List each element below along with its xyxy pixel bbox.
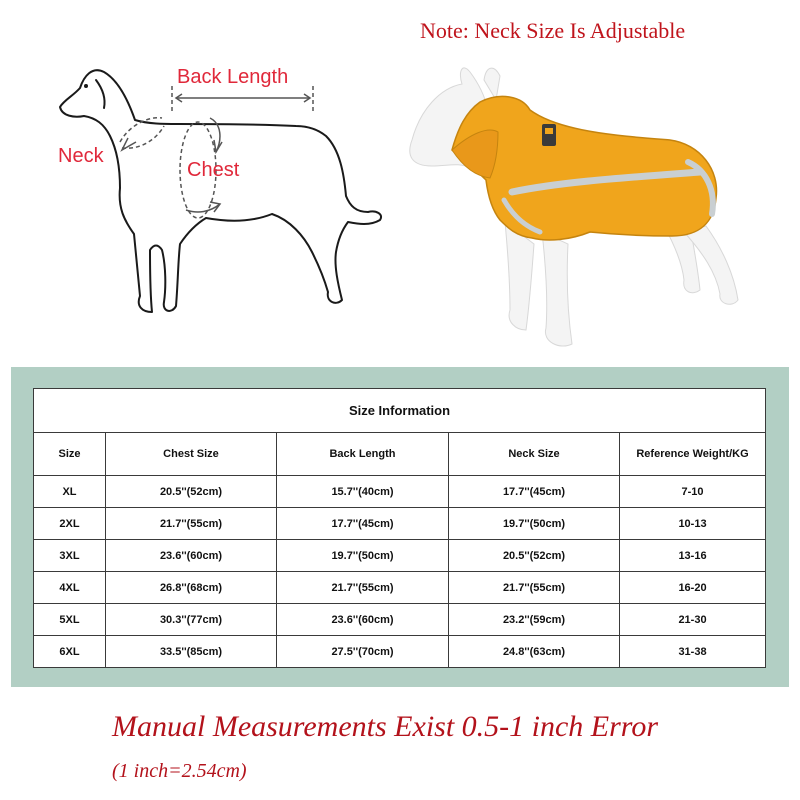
header-size: Size — [34, 433, 106, 476]
dog-coat-product-photo — [400, 50, 740, 355]
cell-back-length: 23.6''(60cm) — [277, 604, 449, 636]
cell-neck-size: 21.7''(55cm) — [449, 572, 620, 604]
table-row — [34, 476, 766, 508]
header-neck-size: Neck Size — [449, 433, 620, 476]
dog-outline — [60, 70, 381, 312]
cell-neck-size: 20.5''(52cm) — [449, 540, 620, 572]
inch-conversion-note: (1 inch=2.54cm) — [112, 760, 247, 782]
cell-size: 2XL — [34, 508, 106, 540]
cell-size: 4XL — [34, 572, 106, 604]
dog-measurement-diagram — [40, 55, 400, 335]
header-chest-size: Chest Size — [106, 433, 277, 476]
cell-chest-size: 33.5''(85cm) — [106, 636, 277, 668]
cell-size: 6XL — [34, 636, 106, 668]
cell-weight: 7-10 — [620, 476, 766, 508]
table-header-row — [34, 433, 766, 476]
chest-label: Chest — [187, 159, 240, 181]
cell-back-length: 27.5''(70cm) — [277, 636, 449, 668]
cell-size: XL — [34, 476, 106, 508]
size-information-table — [33, 388, 766, 668]
cell-chest-size: 20.5''(52cm) — [106, 476, 277, 508]
cell-weight: 10-13 — [620, 508, 766, 540]
cell-back-length: 17.7''(45cm) — [277, 508, 449, 540]
cell-neck-size: 17.7''(45cm) — [449, 476, 620, 508]
cell-back-length: 15.7''(40cm) — [277, 476, 449, 508]
cell-chest-size: 23.6''(60cm) — [106, 540, 277, 572]
cell-weight: 31-38 — [620, 636, 766, 668]
cell-back-length: 21.7''(55cm) — [277, 572, 449, 604]
measurement-lines — [120, 86, 313, 218]
table-row — [34, 508, 766, 540]
cell-chest-size: 21.7''(55cm) — [106, 508, 277, 540]
table-row — [34, 604, 766, 636]
coat-badge — [542, 124, 556, 146]
cell-weight: 13-16 — [620, 540, 766, 572]
measurement-error-note: Manual Measurements Exist 0.5-1 inch Error — [112, 710, 659, 743]
table-title-row — [34, 389, 766, 433]
header-back-length: Back Length — [277, 433, 449, 476]
back-length-label: Back Length — [177, 66, 289, 88]
yellow-coat — [452, 96, 717, 240]
neck-adjustable-note: Note: Neck Size Is Adjustable — [420, 18, 686, 43]
cell-back-length: 19.7''(50cm) — [277, 540, 449, 572]
table-row — [34, 540, 766, 572]
table-row — [34, 636, 766, 668]
cell-chest-size: 26.8''(68cm) — [106, 572, 277, 604]
cell-neck-size: 23.2''(59cm) — [449, 604, 620, 636]
neck-label: Neck — [58, 145, 104, 167]
cell-neck-size: 24.8''(63cm) — [449, 636, 620, 668]
table-row — [34, 572, 766, 604]
cell-chest-size: 30.3''(77cm) — [106, 604, 277, 636]
header-reference-weight: Reference Weight/KG — [620, 433, 766, 476]
cell-neck-size: 19.7''(50cm) — [449, 508, 620, 540]
cell-weight: 21-30 — [620, 604, 766, 636]
table-title: Size Information — [34, 389, 766, 433]
cell-size: 5XL — [34, 604, 106, 636]
cell-size: 3XL — [34, 540, 106, 572]
cell-weight: 16-20 — [620, 572, 766, 604]
